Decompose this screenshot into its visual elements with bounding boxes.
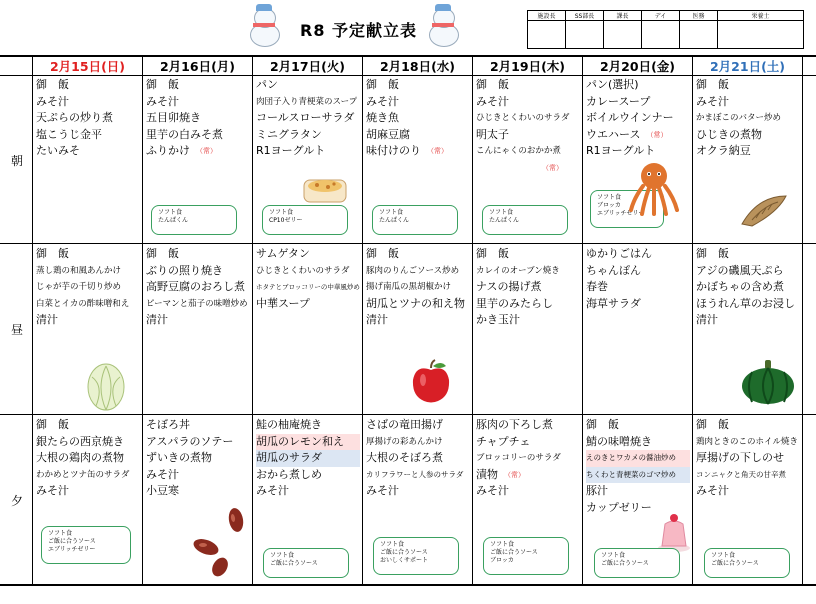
menu-item-highlighted: ちくわと青梗菜のゴマ炒め — [586, 467, 690, 484]
grid-bottom-border — [0, 584, 816, 586]
day-header-friday: 2月20日(金) — [599, 59, 676, 74]
grid-column-divider — [32, 55, 33, 586]
soft-food-box — [482, 205, 568, 235]
soft-food-box — [483, 537, 569, 575]
menu-item: みそ汁 — [366, 94, 399, 108]
menu-item-with-note — [366, 143, 470, 160]
snowman-left-illustration — [247, 4, 281, 46]
menu-item-note-row — [476, 160, 580, 170]
menu-item-highlighted: えのきとワカメの醤油炒め — [586, 450, 690, 467]
soft-food-item: たんぱくん — [158, 217, 189, 224]
menu-item: こんにゃくのおかか煮 — [476, 146, 561, 156]
soft-food-box — [704, 548, 790, 578]
soft-food-item: ブロッカ — [490, 557, 514, 564]
stamp-header: SS部長 — [566, 11, 604, 21]
menu-item: 豚汁 — [586, 484, 608, 497]
menu-item: パン — [256, 78, 278, 91]
menu-cell-dinner-thu — [476, 417, 580, 500]
menu-cell-breakfast-tue — [256, 77, 360, 160]
soft-food-label: ソフト食 — [489, 209, 514, 216]
day-header-saturday: 2月21日(土) — [709, 59, 786, 74]
menu-item: 明太子 — [476, 127, 509, 141]
menu-cell-lunch-mon — [146, 246, 250, 329]
octopus-sausage-illustration — [628, 160, 680, 216]
menu-item: みそ汁 — [366, 484, 399, 497]
stamp-box — [604, 21, 642, 49]
menu-item: 揚げ南瓜の黒胡椒かけ — [366, 282, 452, 292]
menu-item: みそ汁 — [476, 484, 509, 497]
menu-item: 鯖の味噌焼き — [586, 434, 652, 448]
menu-item: かまぼこのバター炒め — [696, 113, 782, 123]
menu-item: チャプチェ — [476, 434, 531, 448]
menu-cell-breakfast-thu — [476, 77, 580, 170]
menu-item-text: ふりかけ — [146, 144, 190, 157]
menu-item: 御 飯 — [146, 78, 179, 91]
menu-cell-breakfast-fri — [586, 77, 690, 160]
menu-cell-lunch-wed — [366, 246, 470, 329]
soft-food-label: ソフト食 — [269, 209, 294, 216]
menu-item: 御 飯 — [36, 247, 69, 260]
soft-food-item: ご飯に合うソース — [490, 549, 538, 556]
menu-item: わかめとツナ缶のサラダ — [36, 469, 130, 480]
menu-item: サムゲタン — [256, 247, 310, 260]
menu-item: ぶりの照り焼き — [146, 263, 223, 277]
menu-item: コールスローサラダ — [256, 111, 355, 124]
grid-column-divider — [802, 55, 803, 586]
menu-cell-lunch-tue — [256, 246, 360, 312]
menu-item: カレースープ — [586, 94, 651, 108]
menu-cell-lunch-fri — [586, 246, 690, 312]
soft-food-box — [372, 205, 458, 235]
stamp-box — [528, 21, 566, 49]
menu-item: 胡麻豆腐 — [366, 127, 410, 141]
soft-food-label: ソフト食 — [711, 552, 736, 559]
soft-food-item: CP10ゼリー — [269, 217, 303, 224]
soft-food-item: ブロッカ — [597, 202, 621, 209]
menu-item: 蒸し鶏の和風あんかけ — [36, 265, 122, 276]
menu-item: 豚肉のりんごソース炒め — [366, 265, 460, 276]
menu-cell-dinner-mon — [146, 417, 250, 500]
day-header-tuesday: 2月17日(火) — [269, 59, 346, 74]
menu-item: みそ汁 — [146, 467, 179, 481]
soft-food-label: ソフト食 — [597, 194, 622, 201]
soft-food-label: ソフト食 — [48, 530, 73, 537]
menu-item: たいみそ — [36, 144, 80, 157]
menu-item: 御 飯 — [36, 78, 69, 91]
menu-item: 五目卯焼き — [146, 111, 201, 124]
soft-food-item: ご飯に合うソース — [601, 560, 649, 567]
menu-item: ほうれん草のお浸し — [696, 296, 795, 310]
soft-food-item: ご飯に合うソース — [711, 560, 759, 567]
menu-item: さばの竜田揚げ — [366, 418, 443, 431]
menu-item: 鶏肉ときのこのホイル焼き — [696, 436, 799, 447]
menu-item: 御 飯 — [586, 418, 619, 431]
soft-food-label: ソフト食 — [601, 552, 626, 559]
stamp-header: 医務 — [680, 11, 718, 21]
stamp-header: デイ — [642, 11, 680, 21]
menu-item: みそ汁 — [476, 94, 509, 108]
menu-item: ゆかりごはん — [586, 247, 652, 260]
menu-item: カップゼリー — [586, 500, 652, 514]
menu-cell-lunch-thu — [476, 246, 580, 329]
menu-item: みそ汁 — [256, 484, 289, 497]
menu-item: 天ぷらの炒り煮 — [36, 111, 113, 124]
menu-item: 肉団子入り青梗菜のスープ — [256, 96, 358, 107]
grid-column-divider — [692, 55, 693, 586]
menu-item: オクラ納豆 — [696, 144, 751, 157]
grid-column-divider — [582, 55, 583, 586]
menu-item: 御 飯 — [36, 418, 69, 431]
meal-label-dinner: 夕 — [10, 494, 23, 508]
soft-food-item: たんぱくん — [379, 217, 410, 224]
soft-food-box — [151, 205, 237, 235]
soft-food-item: たんぱくん — [489, 217, 520, 224]
soft-food-label: ソフト食 — [379, 209, 404, 216]
menu-item: 高野豆腐のおろし煮 — [146, 280, 245, 293]
menu-item: アジの磯風天ぷら — [696, 263, 784, 277]
regular-diet-note: （常） — [196, 147, 217, 155]
menu-item: 清汁 — [146, 313, 168, 326]
stamp-header: 栄養士 — [718, 11, 804, 21]
menu-item: パン(選択) — [586, 78, 639, 91]
menu-item: カレイのオーブン焼き — [476, 265, 560, 276]
menu-item: 里芋のみたらし — [476, 296, 553, 310]
menu-item: 中華スープ — [256, 296, 310, 310]
menu-cell-lunch-sat — [696, 246, 800, 329]
apple-illustration — [408, 358, 454, 404]
soft-food-box — [262, 205, 348, 235]
soft-food-label: ソフト食 — [158, 209, 183, 216]
menu-item: 清汁 — [366, 313, 388, 326]
menu-item: 春巻 — [586, 280, 608, 293]
menu-cell-breakfast-sun — [36, 77, 140, 160]
stamp-header: 課長 — [604, 11, 642, 21]
menu-item: ちゃんぽん — [586, 263, 641, 277]
menu-item: 御 飯 — [366, 78, 399, 91]
menu-item-highlighted: 胡瓜のレモン和え — [256, 434, 360, 451]
soft-food-item: おいしくサポート — [380, 557, 429, 564]
menu-item: 御 飯 — [696, 78, 729, 91]
menu-cell-dinner-sat — [696, 417, 800, 500]
menu-item: 大根のそぼろ煮 — [366, 451, 443, 464]
menu-item: かぼちゃの含め煮 — [696, 280, 784, 293]
menu-item: ずいきの煮物 — [146, 451, 212, 464]
menu-item: ひじきとくわいのサラダ — [256, 265, 350, 276]
regular-diet-note: （常） — [504, 470, 525, 479]
menu-item: 清汁 — [36, 313, 58, 326]
menu-cell-dinner-sun — [36, 417, 140, 500]
menu-item: 大根の鶏肉の煮物 — [36, 451, 124, 464]
menu-cell-breakfast-sat — [696, 77, 800, 160]
menu-item: 清汁 — [696, 313, 718, 326]
menu-item: 焼き魚 — [366, 111, 399, 124]
stamp-box — [718, 21, 804, 49]
grid-column-divider — [252, 55, 253, 586]
menu-cell-dinner-fri — [586, 417, 690, 516]
menu-item: 塩こうじ金平 — [36, 127, 102, 141]
menu-item: 里芋の白みそ煮 — [146, 127, 223, 141]
regular-diet-note: （常） — [542, 163, 563, 172]
menu-item: ホタテとブロッコリーの中華風炒め — [256, 283, 360, 291]
menu-item-text: 味付けのり — [366, 144, 421, 157]
menu-item: 海草サラダ — [586, 296, 641, 310]
menu-cell-dinner-tue — [256, 417, 360, 500]
grid-column-divider — [362, 55, 363, 586]
menu-item: ナスの揚げ煮 — [476, 280, 542, 293]
grid-row-divider — [0, 414, 816, 415]
menu-item-with-note — [476, 467, 580, 484]
menu-item: 胡瓜とツナの和え物 — [366, 296, 465, 310]
menu-item: R1ヨーグルト — [256, 144, 326, 157]
menu-item: 御 飯 — [696, 418, 729, 431]
soft-food-item: エブリッチゼリー — [48, 546, 96, 553]
menu-item: おから煮しめ — [256, 467, 322, 481]
day-header-monday: 2月16日(月) — [159, 59, 236, 74]
day-header-wednesday: 2月18日(水) — [379, 59, 456, 74]
menu-item: かき玉汁 — [476, 313, 520, 326]
menu-item: 鮭の柚庵焼き — [256, 418, 322, 431]
grid-top-border — [0, 55, 816, 57]
soft-food-item: ご飯に合うソース — [380, 549, 428, 556]
menu-item: みそ汁 — [696, 94, 729, 108]
snowman-right-illustration — [426, 4, 460, 46]
menu-item: みそ汁 — [146, 94, 179, 108]
menu-item: 厚揚げの下しのせ — [696, 451, 784, 464]
regular-diet-note: （常） — [427, 147, 448, 155]
meal-label-lunch: 昼 — [10, 323, 23, 337]
menu-cell-dinner-wed — [366, 417, 470, 500]
beans-illustration — [188, 505, 250, 579]
soft-food-box — [594, 548, 680, 578]
menu-cell-breakfast-mon — [146, 77, 250, 160]
day-header-sunday: 2月15日(日) — [49, 59, 126, 74]
day-header-thursday: 2月19日(木) — [489, 59, 566, 74]
menu-cell-breakfast-wed — [366, 77, 470, 160]
menu-item: ミニグラタン — [256, 127, 322, 141]
grid-column-divider — [472, 55, 473, 586]
menu-item: コンニャクと角天の甘辛煮 — [696, 469, 786, 479]
menu-item: ブロッコリーのサラダ — [476, 453, 561, 463]
soft-food-label: ソフト食 — [490, 541, 515, 548]
soft-food-box — [373, 537, 459, 575]
menu-item: 御 飯 — [146, 247, 179, 260]
menu-item: ひじきの煮物 — [696, 127, 762, 141]
grid-column-divider — [142, 55, 143, 586]
menu-item: アスパラのソテー — [146, 434, 234, 448]
gratin-illustration — [300, 172, 350, 206]
soft-food-item: エブリッチゼリー — [597, 210, 645, 217]
menu-item: 御 飯 — [366, 247, 399, 260]
menu-item: 御 飯 — [476, 78, 509, 91]
menu-item: 豚肉の下ろし煮 — [476, 418, 553, 431]
stamp-box — [642, 21, 680, 49]
menu-item: みそ汁 — [36, 94, 69, 108]
menu-item-with-note — [586, 127, 690, 144]
menu-item: 御 飯 — [476, 247, 509, 260]
menu-item: カリフラワーと人参のサラダ — [366, 469, 464, 479]
menu-item: ピーマンと茄子の味噌炒め — [146, 298, 248, 309]
menu-item: みそ汁 — [36, 484, 69, 497]
menu-item-text: 漬物 — [476, 467, 498, 481]
soft-food-item: ご飯に合うソース — [270, 560, 318, 567]
menu-item: 白菜とイカの酢味噌和え — [36, 298, 130, 309]
menu-item: 御 飯 — [696, 247, 729, 260]
menu-item: 厚揚げの彩あんかけ — [366, 436, 443, 447]
menu-item: 銀たらの西京焼き — [36, 434, 124, 448]
menu-item: じゃが芋の千切り炒め — [36, 282, 122, 292]
dried-fish-illustration — [738, 190, 790, 230]
menu-cell-lunch-sun — [36, 246, 140, 329]
soft-food-box — [263, 548, 349, 578]
approval-stamp-table — [527, 10, 804, 49]
soft-food-label: ソフト食 — [380, 541, 405, 548]
menu-item: みそ汁 — [696, 484, 729, 497]
menu-item-text: ウエハース — [586, 127, 641, 141]
soft-food-item: ご飯に合うソース — [48, 538, 96, 545]
menu-item: R1ヨーグルト — [586, 144, 656, 157]
stamp-header: 施設長 — [528, 11, 566, 21]
soft-food-label: ソフト食 — [270, 552, 295, 559]
grid-row-divider — [0, 243, 816, 244]
menu-item-highlighted: 胡瓜のサラダ — [256, 450, 360, 467]
menu-item: ひじきとくわいのサラダ — [476, 113, 570, 123]
pumpkin-illustration — [740, 358, 796, 406]
menu-item: ボイルウインナー — [586, 111, 674, 124]
regular-diet-note: （常） — [646, 130, 668, 139]
stamp-box — [566, 21, 604, 49]
stamp-box — [680, 21, 718, 49]
menu-item-with-note — [146, 143, 250, 160]
page-title: R8 予定献立表 — [300, 21, 418, 40]
cabbage-illustration — [82, 362, 130, 412]
menu-item: 小豆寒 — [146, 484, 179, 497]
meal-label-breakfast: 朝 — [10, 154, 23, 168]
menu-item: そぼろ丼 — [146, 418, 190, 431]
soft-food-box — [41, 526, 131, 564]
